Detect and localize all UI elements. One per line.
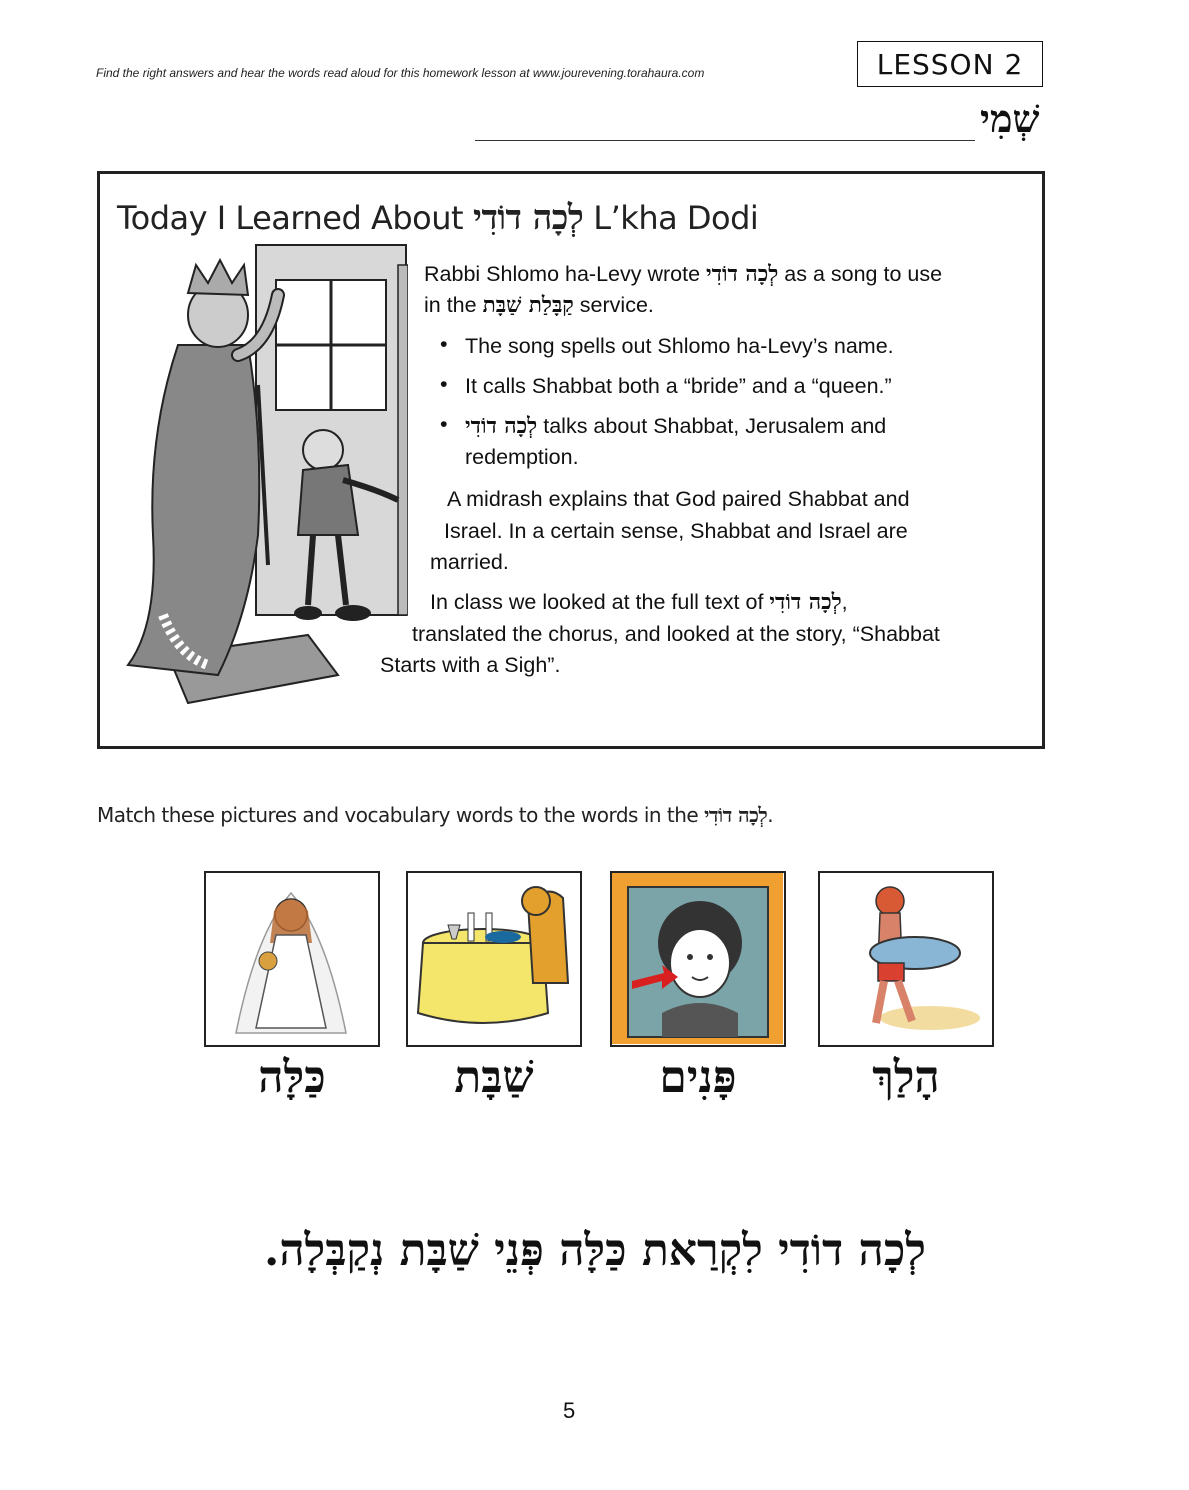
p2-line-3: married. <box>430 550 509 574</box>
p1-text-c: in the <box>424 293 477 317</box>
p2-line-1: A midrash explains that God paired Shabbat and <box>447 487 910 511</box>
bullet-dot-2: • <box>440 372 448 396</box>
p3-comma: , <box>841 590 848 614</box>
p1-text-a: Rabbi Shlomo ha-Levy wrote <box>424 262 701 286</box>
homework-url-note: Find the right answers and hear the words read aloud for this homework lesson at www.jourevening.torahaura.com <box>96 66 705 80</box>
bullet-3-text-a: talks about Shabbat, Jerusalem and <box>543 414 887 438</box>
bullet-text-1: The song spells out Shlomo ha-Levy’s name. <box>465 334 894 358</box>
shabbat-table-picture[interactable] <box>406 871 582 1047</box>
name-write-line[interactable] <box>475 88 975 141</box>
queen-and-girl-illustration <box>108 235 408 705</box>
bullet-dot-3: • <box>440 412 448 436</box>
p1-hebrew-2: קַבָּלַת שַׁבָּת <box>482 293 574 318</box>
title-prefix: Today I Learned About <box>117 199 464 237</box>
match-instruction-period: . <box>767 803 774 827</box>
p3-line-2: translated the chorus, and looked at the story, “Shabbat <box>412 622 940 646</box>
title-hebrew: לְכָה דוֹדִי <box>473 198 584 238</box>
title-suffix: L’kha Dodi <box>593 199 759 237</box>
page-number: 5 <box>563 1398 576 1423</box>
name-label-hebrew: שְׁמִי <box>980 96 1040 141</box>
p3-line-1 <box>430 587 848 618</box>
face-icon <box>612 873 783 1044</box>
bride-icon <box>206 873 377 1044</box>
match-instruction-text: Match these pictures and vocabulary words to the words in the <box>97 803 699 827</box>
bullet-text-2: It calls Shabbat both a “bride” and a “queen.” <box>465 374 892 398</box>
p1-text-b: as a song to use <box>784 262 943 286</box>
p3-line-3: Starts with a Sigh”. <box>380 653 561 677</box>
p3-text-a: In class we looked at the full text of <box>430 590 764 614</box>
p3-hebrew: לְכָה דוֹדִי <box>769 590 842 615</box>
shabbat-table-icon <box>408 873 579 1044</box>
face-picture[interactable] <box>610 871 786 1047</box>
bullet-3-hebrew: לְכָה דוֹדִי <box>465 414 538 439</box>
vocab-panim: פָּנִים <box>659 1052 737 1103</box>
bride-picture[interactable] <box>204 871 380 1047</box>
match-instruction-hebrew: לְכָה דוֹדִי <box>704 803 768 827</box>
lesson-label: LESSON 2 <box>857 41 1043 87</box>
match-instruction <box>97 803 773 828</box>
vocab-shabbat: שַׁבָּת <box>454 1052 534 1103</box>
bullet-3-text-b: redemption. <box>465 445 579 469</box>
lkha-dodi-chorus: לְכָה דוֹדִי לִקְרַאת כַּלָּה פְּנֵי שַׁבָּת נְקַבְּלָה. <box>264 1225 926 1276</box>
p1-text-d: service. <box>579 293 654 317</box>
panel-title <box>117 198 758 238</box>
p2-line-2: Israel. In a certain sense, Shabbat and Israel are <box>444 519 908 543</box>
vocab-kallah: כַּלָּה <box>258 1052 326 1103</box>
walking-boy-picture[interactable] <box>818 871 994 1047</box>
bullet-text-3 <box>465 411 1005 473</box>
bullet-dot-1: • <box>440 332 448 356</box>
vocab-halakh: הָלַךְ <box>872 1052 940 1103</box>
walking-boy-icon <box>820 873 991 1044</box>
p1-hebrew: לְכָה דוֹדִי <box>706 262 779 287</box>
paragraph-author <box>424 259 1034 321</box>
